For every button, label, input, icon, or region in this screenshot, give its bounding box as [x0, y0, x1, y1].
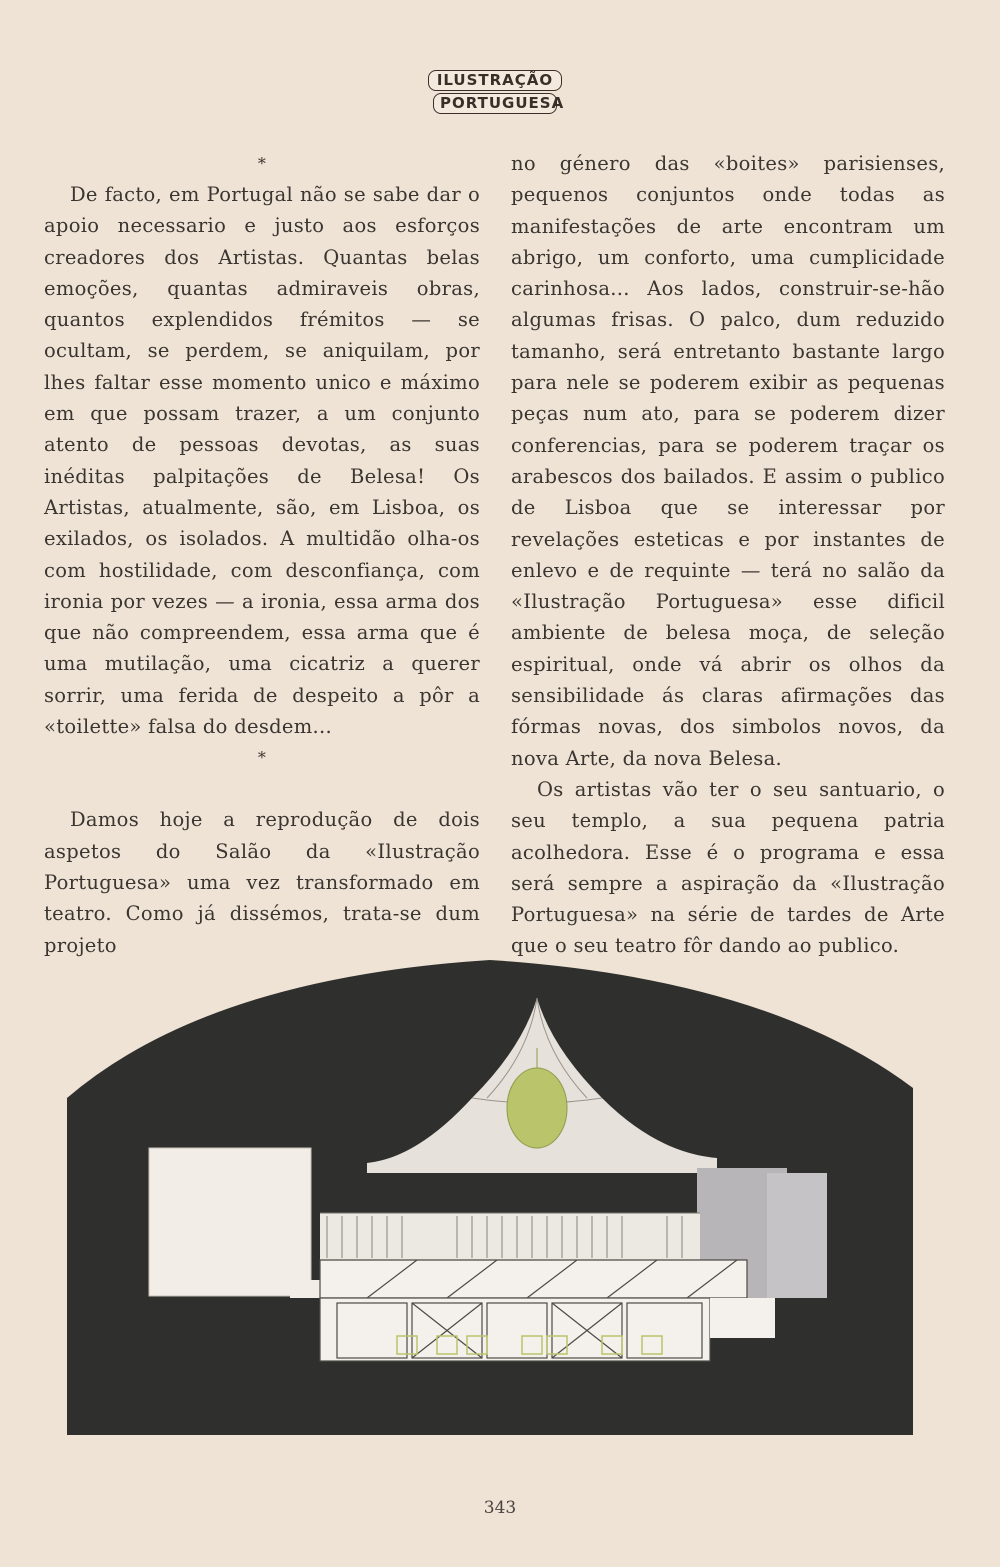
masthead-line-1: ILUSTRAÇÃO — [428, 70, 562, 91]
page-number: 343 — [483, 1498, 517, 1518]
left-column — [44, 148, 480, 961]
left-paragraph-1: De facto, em Portugal não se sabe dar o apoio necessario e justo aos esforços creadores dos Artistas. Quantas belas emoções, quantas admiraveis obras, quantos explendidos frémitos — se ocultam, se perdem, se aniquilam, por lhes faltar esse momento unico e máximo em que possam trazer, a um conjunto atento de pessoas devotas, as suas inéditas palpitações de Belesa! Os Artistas, atualmente, são, em Lisboa, os exilados, os isolados. A multidão olha-os com hostilidade, com desconfiança, com ironia por vezes — a ironia, essa arma dos que não compreendem, essa arma que é uma mutilação, uma cicatriz a querer sorrir, uma ferida de despeito a pôr a «toilette» falsa do desdem... — [44, 183, 480, 739]
right-column — [511, 148, 945, 962]
theatre-stage-illustration — [67, 958, 913, 1435]
masthead-logo — [420, 70, 570, 116]
masthead-line-2: PORTUGUESA — [433, 93, 557, 114]
left-paragraph-2: Damos hoje a reprodução de dois aspetos do Salão da «Ilustração Portuguesa» uma vez transformado em teatro. Como já dissémos, trata-se dum projeto — [44, 808, 480, 957]
section-divider-star: * — [257, 748, 267, 768]
right-paragraph-1: no género das «boites» parisienses, pequenos conjuntos onde todas as manifestações de arte encontram um abrigo, um conforto, uma cumplicidade carinhosa... Aos lados, construir-se-hão algumas frisas. O palco, dum reduzido tamanho, será entretanto bastante largo para nele se poderem exibir as pequenas peças num ato, para se poderem dizer conferencias, para se poderem traçar os arabescos dos bailados. E assim o publico de Lisboa que se interessar por revelações esteticas e por instantes de enlevo e de requinte — terá no salão da «Ilustração Portuguesa» esse dificil ambiente de belesa moça, de seleção espiritual, onde vá abrir os olhos da sensibilidade ás claras afirmações das fórmas novas, dos simbolos novos, da nova Arte, da nova Belesa. — [511, 152, 945, 770]
section-divider-star: * — [257, 154, 267, 173]
right-paragraph-2: Os artistas vão ter o seu santuario, o seu templo, a sua pequena patria acolhedora. Esse é o programa e essa será sempre a aspiração da «Ilustração Portuguesa» na série de tardes de Arte que o seu teatro fôr dando ao publico. — [511, 777, 945, 958]
